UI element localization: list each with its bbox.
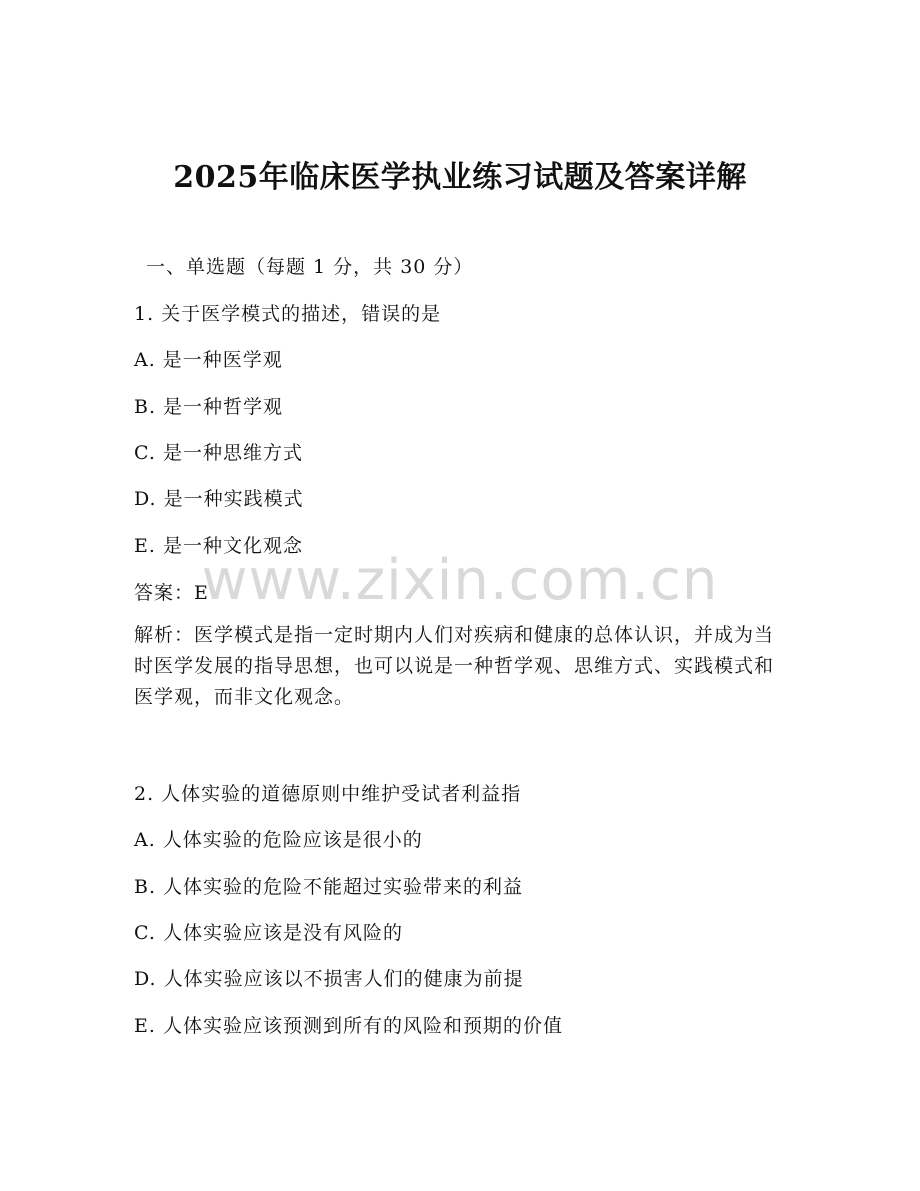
option-a: A. 人体实验的危险应该是很小的	[134, 829, 423, 851]
answer: 答案：E	[134, 582, 209, 604]
section-heading: 一、单选题（每题 1 分，共 30 分）	[146, 256, 474, 278]
question-stem: 2. 人体实验的道德原则中维护受试者利益指	[134, 783, 522, 805]
option-c: C. 是一种思维方式	[134, 442, 303, 464]
question-stem: 1. 关于医学模式的描述，错误的是	[134, 303, 442, 325]
option-e: E. 人体实验应该预测到所有的风险和预期的价值	[134, 1015, 563, 1037]
option-d: D. 是一种实践模式	[134, 488, 304, 510]
option-b: B. 是一种哲学观	[134, 396, 284, 418]
option-a: A. 是一种医学观	[134, 349, 283, 371]
watermark: www.zixin.com.cn	[201, 548, 719, 613]
option-e: E. 是一种文化观念	[134, 535, 303, 557]
explanation: 解析：医学模式是指一定时期内人们对疾病和健康的总体认识，并成为当时医学发展的指导思想，也可以说是一种哲学观、思维方式、实践模式和医学观，而非文化观念。	[134, 624, 775, 708]
document-title: 2025年临床医学执业练习试题及答案详解	[173, 160, 747, 195]
option-d: D. 人体实验应该以不损害人们的健康为前提	[134, 968, 524, 990]
option-c: C. 人体实验应该是没有风险的	[134, 922, 403, 944]
option-b: B. 人体实验的危险不能超过实验带来的利益	[134, 876, 524, 898]
